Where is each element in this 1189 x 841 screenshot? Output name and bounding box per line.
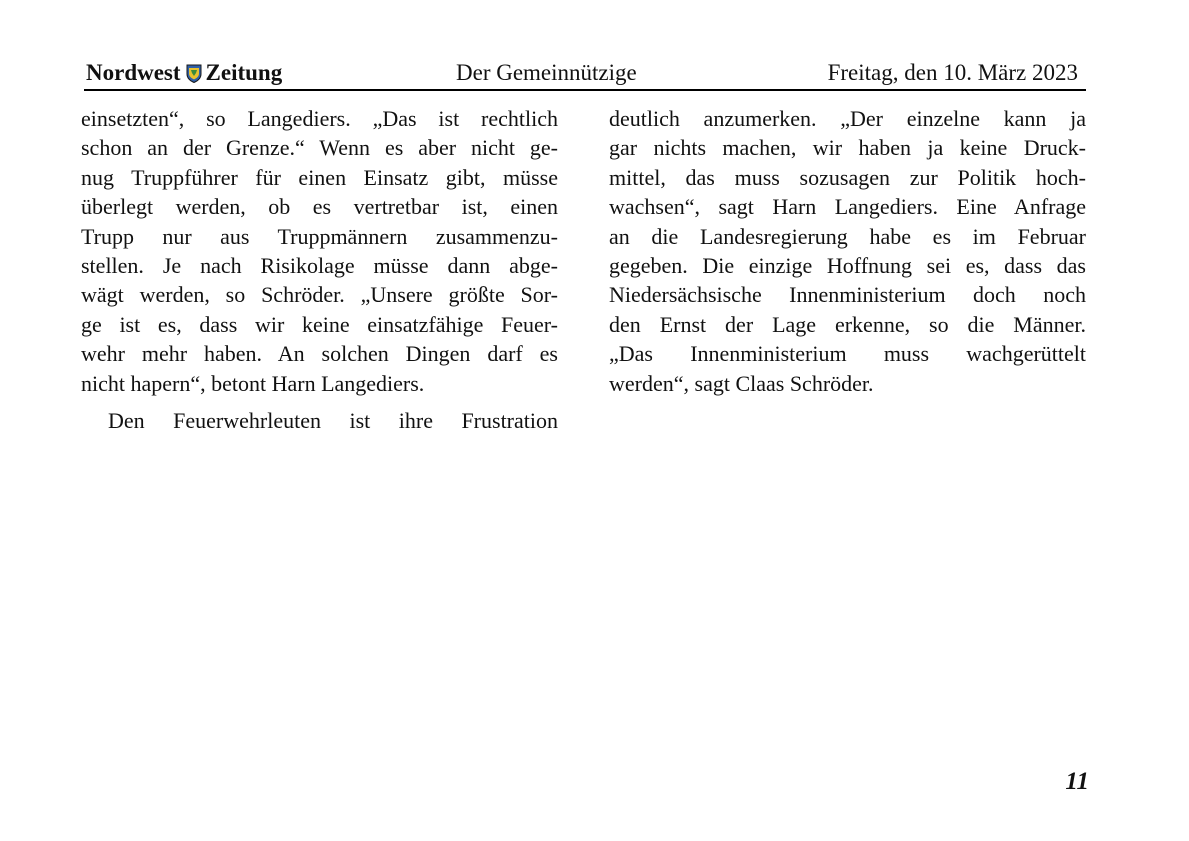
text-line: stellen. Je nach Risikolage müsse dann abge-	[81, 253, 558, 279]
text-line: überlegt werden, ob es vertretbar ist, einen	[81, 194, 558, 220]
text-line: nug Truppführer für einen Einsatz gibt, müsse	[81, 164, 558, 190]
text-line: einsetzten“, so Langediers. „Das ist rechtlich	[81, 106, 558, 131]
text-line: schon an der Grenze.“ Wenn es aber nicht ge-	[81, 135, 558, 161]
brand-name-right: Zeitung	[205, 60, 283, 85]
text-line: an die Landesregierung habe es im Februar	[609, 223, 1086, 249]
header-rule	[84, 89, 1086, 91]
coat-of-arms-icon	[186, 64, 202, 83]
text-line: gegeben. Die einzige Hoffnung sei es, dass das	[609, 253, 1086, 279]
article-column-left	[81, 104, 558, 435]
text-line: mittel, das muss sozusagen zur Politik hoch-	[609, 164, 1086, 190]
text-line: ge ist es, dass wir keine einsatzfähige Feuer-	[81, 311, 558, 337]
text-line: gar nichts machen, wir haben ja keine Druck-	[609, 135, 1086, 161]
page-header	[86, 57, 1086, 89]
paragraph-gap	[81, 398, 558, 406]
text-line: werden“, sagt Claas Schröder.	[609, 370, 874, 396]
text-line: den Ernst der Lage erkenne, so die Männer.	[609, 311, 1086, 337]
paragraph-first-line: Den Feuerwehrleuten ist ihre Frustration	[108, 408, 558, 434]
text-line: wachsen“, sagt Harn Langediers. Eine Anfrage	[609, 194, 1086, 220]
text-line: wehr mehr haben. An solchen Dingen darf es	[81, 341, 558, 367]
brand-name-left: Nordwest	[86, 60, 181, 85]
article-column-right	[609, 104, 1086, 398]
newspaper-brand	[86, 57, 282, 89]
text-line: deutlich anzumerken. „Der einzelne kann ja	[609, 106, 1086, 131]
text-line: „Das Innenministerium muss wachgerüttelt	[609, 341, 1086, 367]
text-line: Niedersächsische Innenministerium doch noch	[609, 282, 1086, 308]
text-line: nicht hapern“, betont Harn Langediers.	[81, 370, 425, 396]
text-line: Trupp nur aus Truppmännern zusammenzu-	[81, 223, 558, 249]
page-number: 11	[1065, 768, 1089, 795]
text-line: wägt werden, so Schröder. „Unsere größte Sor-	[81, 282, 558, 308]
section-title: Der Gemeinnützige	[456, 60, 637, 85]
issue-date: Freitag, den 10. März 2023	[827, 60, 1078, 85]
